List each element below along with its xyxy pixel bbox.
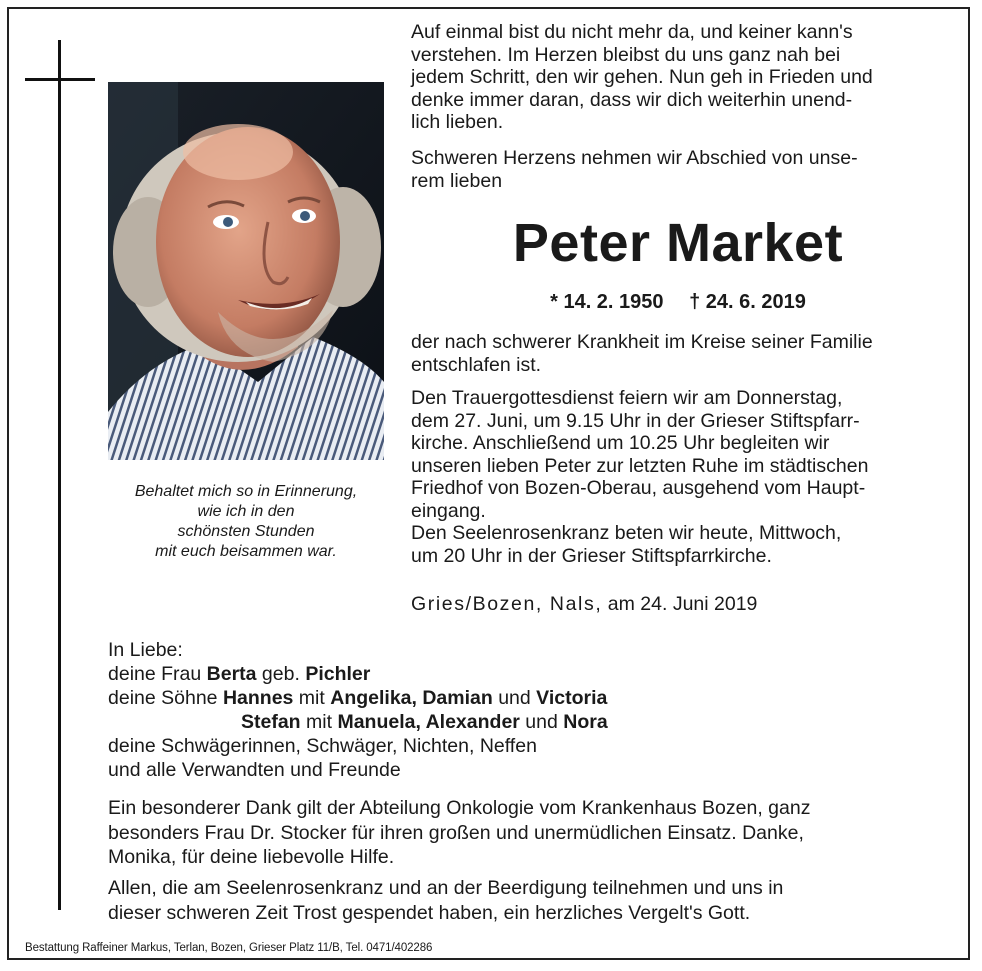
deceased-name: Peter Market <box>512 213 844 273</box>
service-line: dem 27. Juni, um 9.15 Uhr in der Grieser Stiftspfarr- <box>411 409 860 432</box>
birth-date: * 14. 2. 1950 <box>550 291 664 313</box>
poem-line: denke immer daran, dass wir dich weiterhin unend- <box>411 88 853 111</box>
family-heading: In Liebe: <box>108 639 183 661</box>
place-names: Gries/Bozen, Nals, <box>411 593 603 615</box>
poem-line: Auf einmal bist du nicht mehr da, und keiner kann's <box>411 21 853 43</box>
quote-line: Behaltet mich so in Erinnerung, <box>134 483 358 500</box>
family-wife: deine Frau Berta geb. Pichler <box>108 663 371 685</box>
family-relatives: und alle Verwandten und Freunde <box>108 759 401 781</box>
service-text <box>411 387 945 567</box>
thanks-line: Monika, für deine liebevolle Hilfe. <box>108 846 395 868</box>
rosary-line: um 20 Uhr in der Grieser Stiftspfarrkirche. <box>411 544 772 567</box>
service-line: Friedhof von Bozen-Oberau, ausgehend vom Haupt- <box>411 477 866 499</box>
quote-line: wie ich in den <box>197 503 295 520</box>
passing-line: entschlafen ist. <box>411 353 542 376</box>
rosary-line: Den Seelenrosenkranz beten wir heute, Mittwoch, <box>411 522 842 544</box>
death-date: † 24. 6. 2019 <box>689 291 806 313</box>
cross-icon-bar <box>25 78 95 81</box>
life-dates <box>411 290 945 314</box>
farewell-line: Schweren Herzens nehmen wir Abschied von unse- <box>411 147 858 169</box>
cross-icon <box>58 40 61 910</box>
passing-text <box>411 331 945 376</box>
family-sons: deine Söhne Hannes mit Angelika, Damian und Victoria <box>108 687 608 709</box>
poem-line: lich lieben. <box>411 111 504 133</box>
quote-line: mit euch beisammen war. <box>155 543 337 560</box>
thanks-line: besonders Frau Dr. Stocker für ihren großen und unermüdlichen Einsatz. Danke, <box>108 821 804 844</box>
family-son2: Stefan mit Manuela, Alexander und Nora <box>241 711 608 733</box>
funeral-home-footer: Bestattung Raffeiner Markus, Terlan, Bozen, Grieser Platz 11/B, Tel. 0471/402286 <box>25 942 433 954</box>
place-date <box>411 592 757 616</box>
intro-poem <box>411 21 945 134</box>
poem-line: verstehen. Im Herzen bleibst du uns ganz nah bei <box>411 43 841 66</box>
farewell-text <box>411 147 945 192</box>
date-text: am 24. Juni 2019 <box>607 593 758 615</box>
thanks-hospital <box>108 796 946 870</box>
memorial-quote <box>108 482 384 562</box>
thanks-all <box>108 876 946 925</box>
service-line: Den Trauergottesdienst feiern wir am Donnerstag, <box>411 387 843 409</box>
poem-line: jedem Schritt, den wir gehen. Nun geh in Frieden und <box>411 66 873 88</box>
portrait-photo <box>108 82 384 460</box>
thanks-line: Allen, die am Seelenrosenkranz und an der Beerdigung teilnehmen und uns in <box>108 877 784 899</box>
thanks-line: Ein besonderer Dank gilt der Abteilung Onkologie vom Krankenhaus Bozen, ganz <box>108 797 811 819</box>
service-line: unseren lieben Peter zur letzten Ruhe im städtischen <box>411 454 869 477</box>
thanks-line: dieser schweren Zeit Trost gespendet haben, ein herzliches Vergelt's Gott. <box>108 901 751 924</box>
service-line: kirche. Anschließend um 10.25 Uhr begleiten wir <box>411 432 830 454</box>
quote-line: schönsten Stunden <box>177 523 315 540</box>
service-line: eingang. <box>411 499 486 522</box>
family-list <box>108 638 948 782</box>
family-inlaws: deine Schwägerinnen, Schwäger, Nichten, Neffen <box>108 735 537 757</box>
passing-line: der nach schwerer Krankheit im Kreise seiner Familie <box>411 331 873 353</box>
farewell-line: rem lieben <box>411 169 503 192</box>
